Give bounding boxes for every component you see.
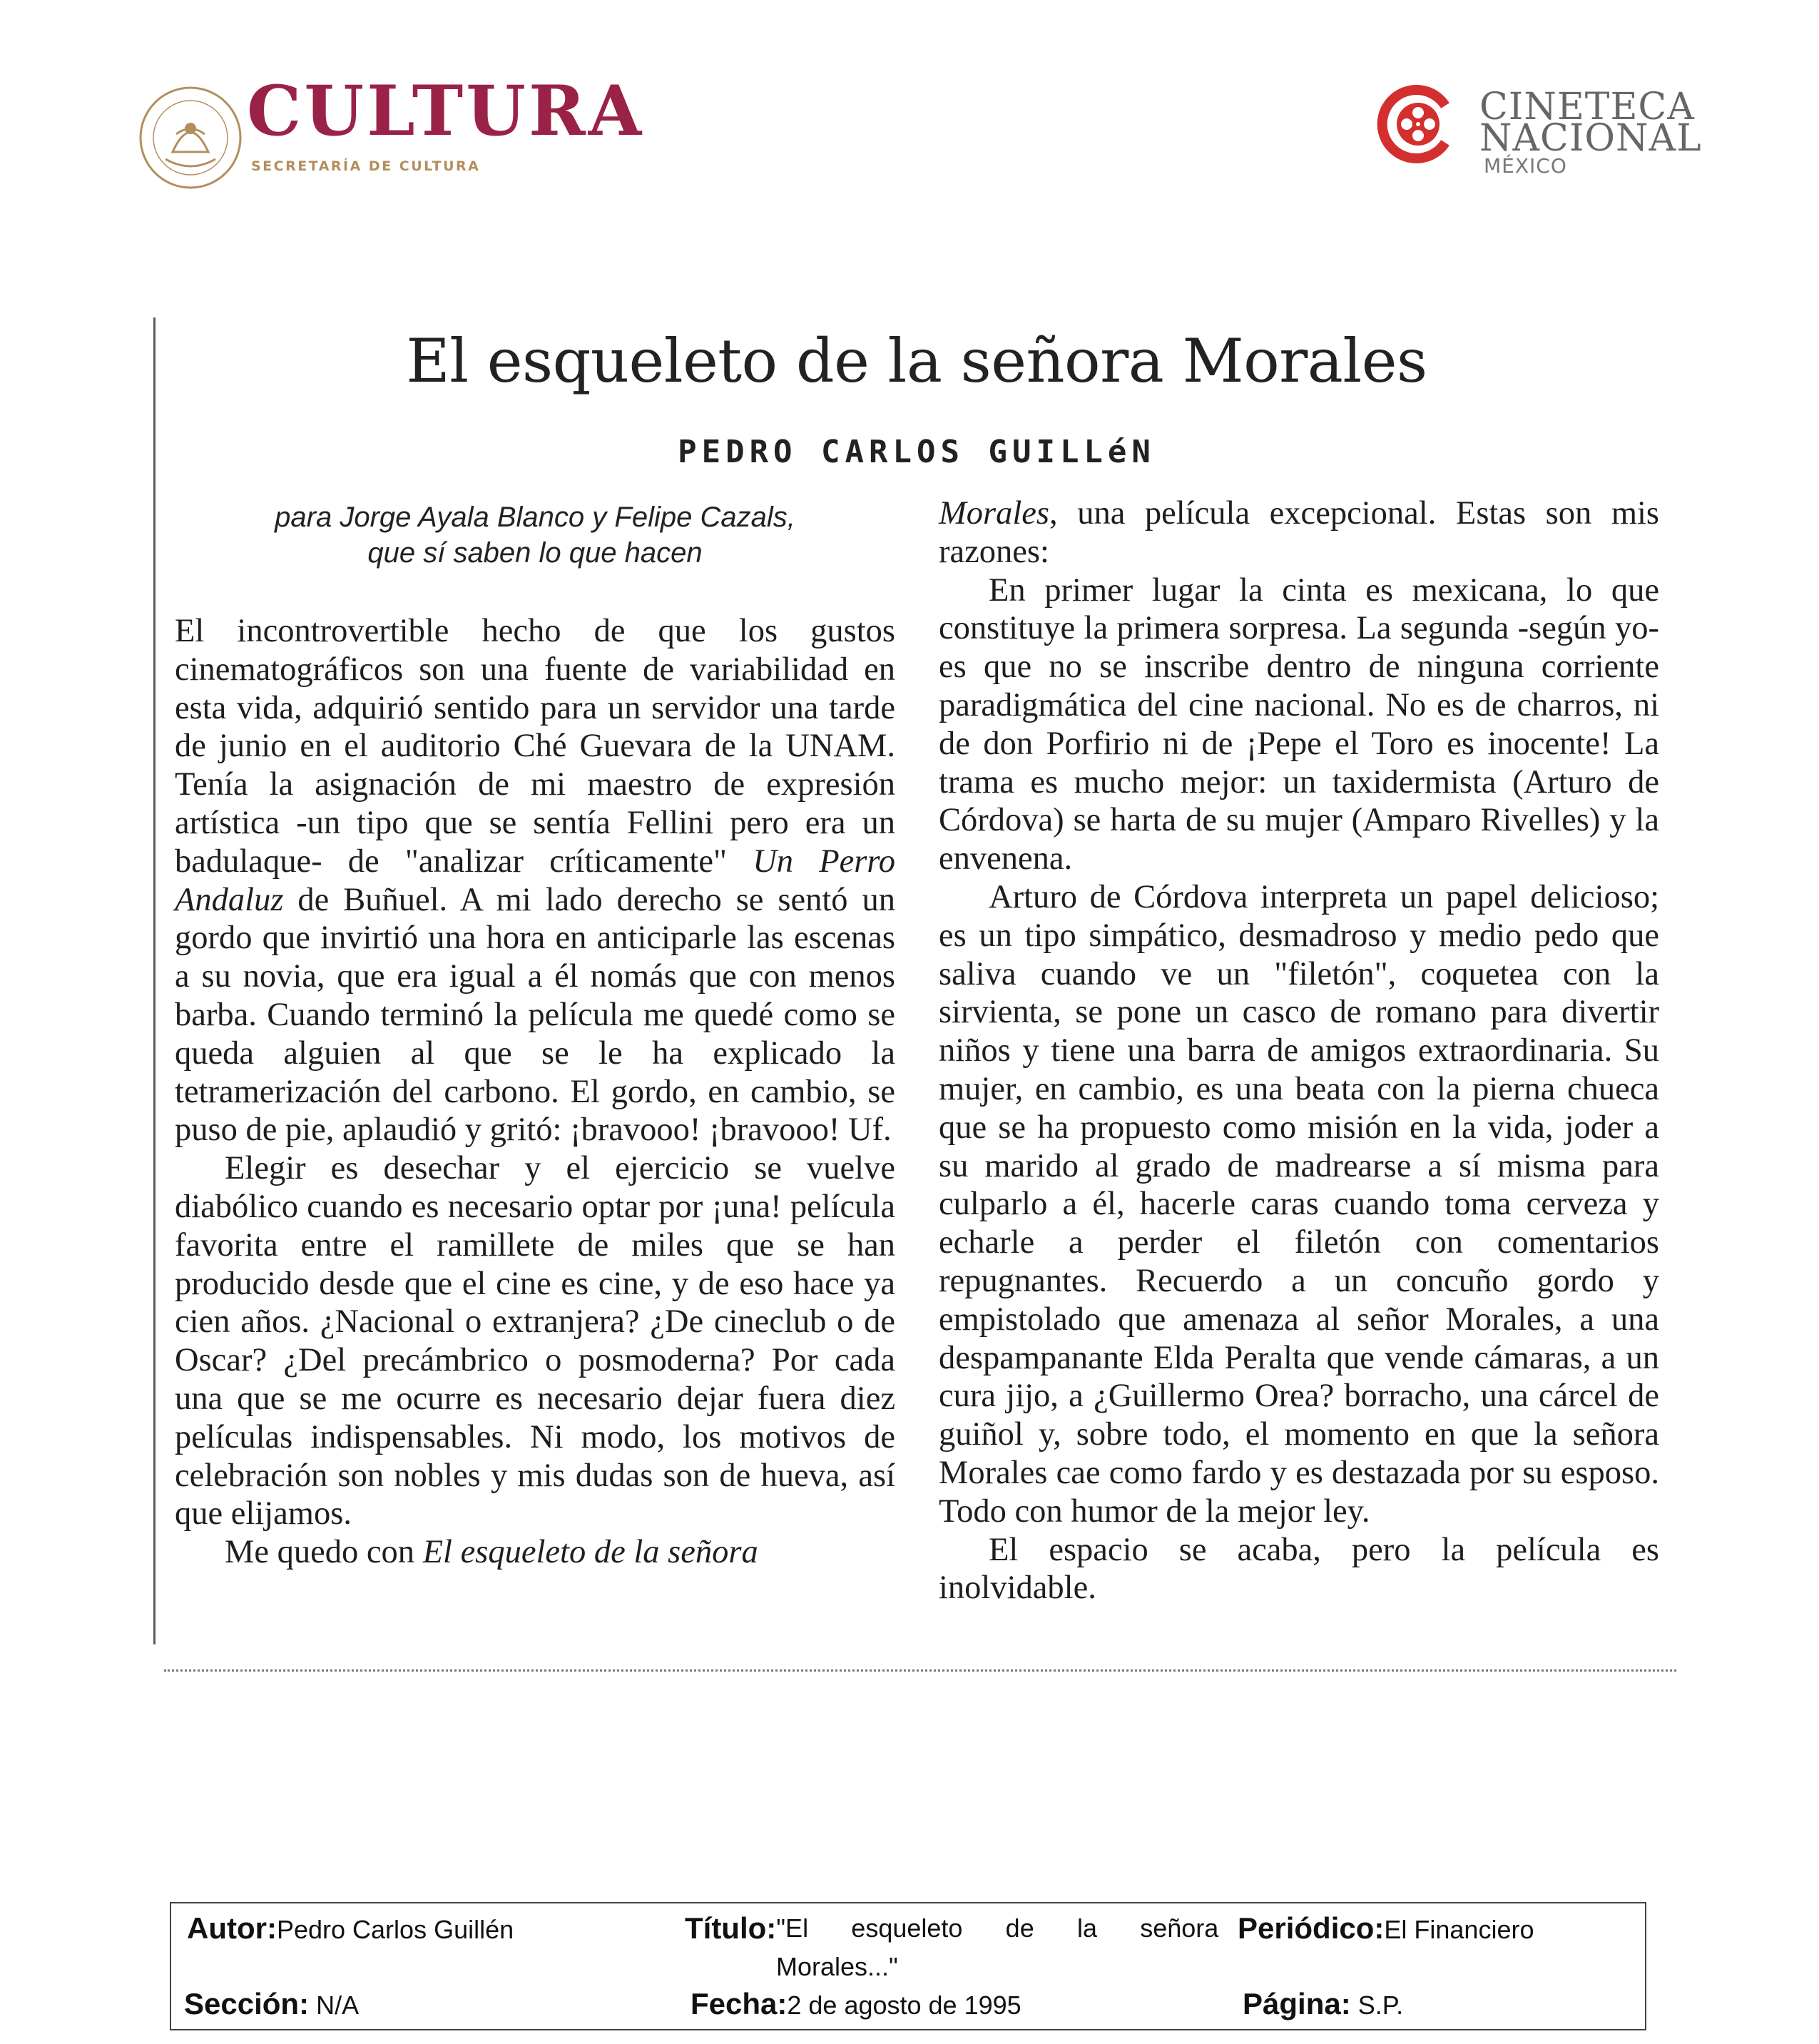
meta-value: El Financiero: [1384, 1915, 1534, 1944]
paragraph: El incontrovertible hecho de que los gustos cinematográficos son una fuente de variabilidad en esta vida, adquirió sentido para un servidor una tarde de junio en el auditorio Ché Guevara de la UNAM. Tenía la asignación de mi maestro de expresión artística -un tipo que se sentía Fellini pero era un badulaque- de "analizar críticamente" Un Perro Andaluz de Buñuel. A mi lado derecho se sentó un gordo que invirtió una hora en anticiparle las escenas a su novia, que era igual a él nomás que con menos barba. Cuando terminó la película me quedé como se queda alguien al que se le ha explicado la tetramerización del carbono. El gordo, en cambio, se puso de pie, aplaudió y gritó: ¡bravooo! ¡bravooo! Uf.: [175, 613, 896, 1149]
film-reel-icon: [1377, 84, 1457, 164]
film-title: Morales: [939, 495, 1049, 532]
meta-label: Autor:: [187, 1911, 277, 1945]
meta-value: N/A: [316, 1990, 360, 2020]
paragraph: Elegir es desechar y el ejercicio se vuelve diabólico cuando es necesario optar por ¡una! película favorita entre el ramillete de miles que se han producido desde que el cine es cine, y de eso hace ya cien años. ¿Nacional o extranjera? ¿De cineclub o de Oscar? ¿Del precámbrico o posmoderna? Por cada una que se me ocurre es necesario dejar fuera diez películas indispensables. Ni modo, los motivos de celebración son nobles y mis dudas son de hueva, así que elijamos.: [175, 1150, 895, 1532]
cineteca-logo-country: MÉXICO: [1484, 154, 1567, 178]
article-title: El esqueleto de la señora Morales: [406, 326, 1427, 396]
clipping-left-rule: [153, 317, 156, 1644]
meta-titulo: [685, 1909, 1234, 1981]
meta-value: Morales...": [776, 1952, 898, 1981]
film-title: El esqueleto de la señora: [422, 1534, 758, 1571]
article-column-right: [939, 494, 1659, 1607]
paragraph: Arturo de Córdova interpreta un papel delicioso; es un tipo simpático, desmadroso y medio pedo que saliva cuando ve un "filetón", coquetea con la sirvienta, se pone un casco de romano para divertir niños y tiene una barra de amigos extraordinaria. Su mujer, en cambio, es una beata con la pierna chueca que se ha propuesto como misión en la vida, joder a su marido al grado de madrearse a sí misma para culparlo a él, hacerle caras cuando toma cerveza y echarle a perder el filetón con comentarios repugnantes. Recuerdo a un concuño gordo y empistolado que amenaza al señor Morales, a una despampanante Elda Peralta que vende cámaras, a un cura jijo, a ¿Guillermo Orea? borracho, una cárcel de guiñol y, sobre todo, el momento en que la señora Morales cae como fardo y es destazada por su esposo. Todo con humor de la mejor ley.: [939, 878, 1659, 1530]
meta-seccion: [184, 1985, 359, 2025]
paragraph: En primer lugar la cinta es mexicana, lo que constituye la primera sorpresa. La segunda -según yo- es que no se inscribe dentro de ninguna corriente paradigmática del cine nacional. No es de charros, ni de don Porfirio ni de ¡Pepe el Toro es inocente! La trama es mucho mejor: un taxidermista (Arturo de Córdova) se harta de su mujer (Amparo Rivelles) y la envenena.: [939, 571, 1659, 878]
paragraph: El espacio se acaba, pero la película es inolvidable.: [939, 1531, 1659, 1607]
film-title: Un Perro Andaluz: [175, 843, 896, 918]
cultura-logo-subtitle: SECRETARÍA DE CULTURA: [251, 158, 481, 174]
meta-label: Periódico:: [1238, 1911, 1385, 1945]
article-dedication: [178, 499, 892, 571]
metadata-table: [170, 1902, 1646, 2030]
article-byline: PEDRO CARLOS GUILLéN: [678, 434, 1156, 470]
meta-label: Sección:: [184, 1987, 310, 2020]
meta-pagina: [1243, 1985, 1403, 2025]
meta-label: Página:: [1243, 1987, 1351, 2020]
article-column-left: [175, 612, 895, 1572]
dedication-line: para Jorge Ayala Blanco y Felipe Cazals,: [275, 502, 795, 533]
paragraph: Me quedo con El esqueleto de la señora: [225, 1534, 758, 1571]
page-header: [0, 0, 1819, 243]
cineteca-logo-line2: NACIONAL: [1479, 117, 1702, 160]
meta-periodico: [1238, 1909, 1534, 1949]
cultura-logo-title: CULTURA: [247, 71, 645, 151]
meta-label: Fecha:: [691, 1987, 788, 2020]
meta-value: "El esqueleto de la señora: [776, 1913, 1219, 1943]
meta-value: 2 de agosto de 1995: [787, 1990, 1021, 2020]
cineteca-logo-line1: CINETECA: [1479, 86, 1695, 128]
meta-label: Título:: [685, 1911, 777, 1945]
mexico-seal-icon: [137, 84, 244, 191]
meta-autor: [187, 1909, 514, 1949]
clipping-bottom-rule: [164, 1669, 1676, 1672]
paragraph: Morales, una película excepcional. Estas son mis razones:: [939, 495, 1659, 570]
meta-value: S.P.: [1357, 1990, 1404, 2020]
meta-value: Pedro Carlos Guillén: [276, 1915, 514, 1944]
dedication-line: que sí saben lo que hacen: [367, 537, 703, 569]
meta-fecha: [691, 1985, 1021, 2025]
